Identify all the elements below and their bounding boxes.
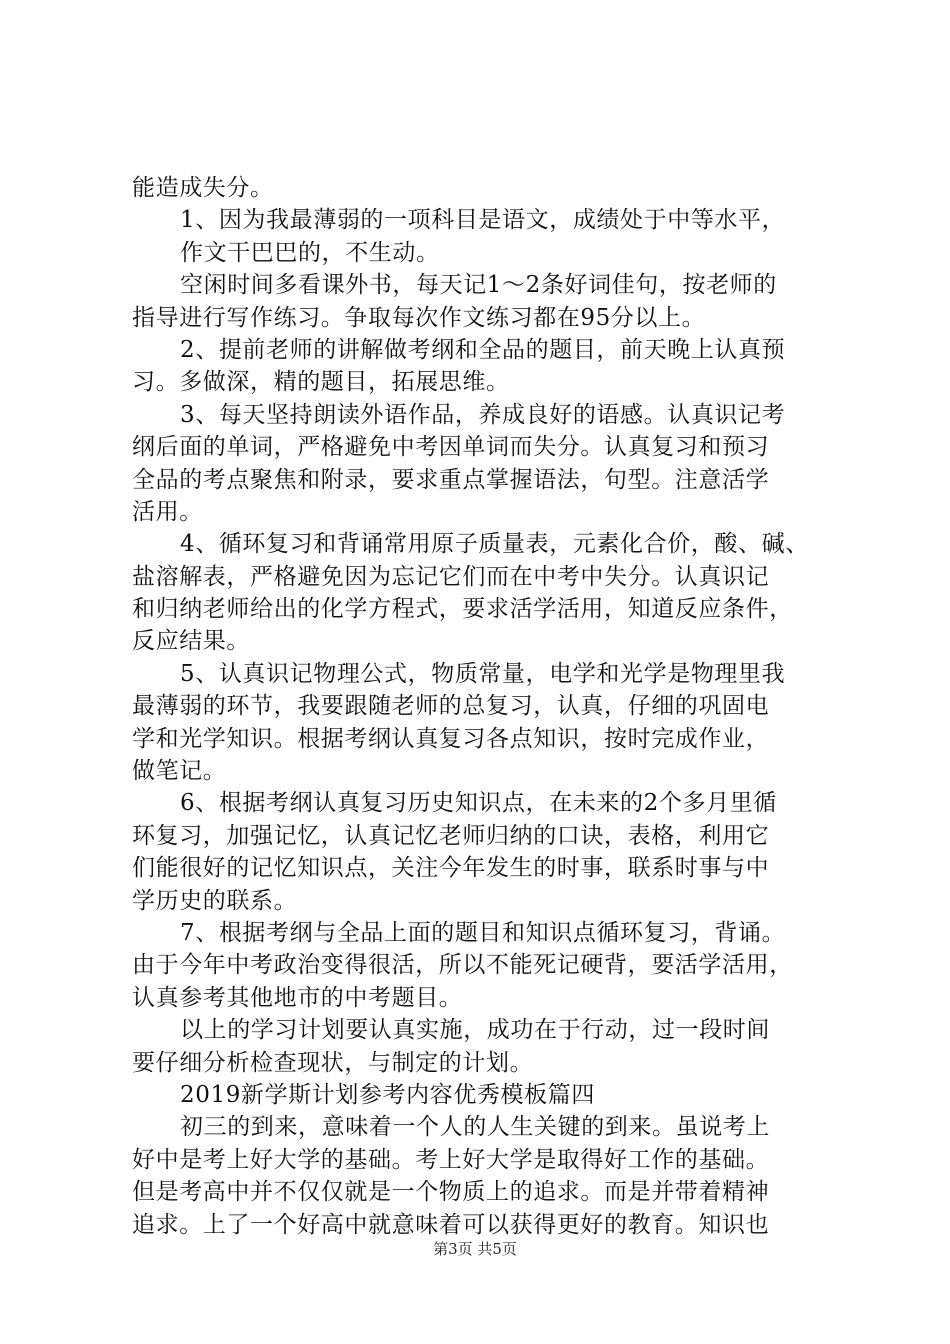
text-line: 3、每天坚持朗读外语作品，养成良好的语感。认真识记考 (180, 401, 786, 428)
text-line: 盐溶解表，严格避免因为忘记它们而在中考中失分。认真识记 (132, 563, 770, 590)
text-line: 好中是考上好大学的基础。考上好大学是取得好工作的基础。 (132, 1146, 770, 1173)
text-line: 能造成失分。 (132, 175, 274, 201)
text-line: 但是考高中并不仅仅就是一个物质上的追求。而是并带着精神 (132, 1179, 770, 1206)
text-line: 4、循环复习和背诵常用原子质量表，元素化合价，酸、碱、 (180, 531, 809, 558)
text-line: 活用。 (132, 498, 203, 525)
text-line: 做笔记。 (132, 758, 227, 785)
text-line: 1、因为我最薄弱的一项科目是语文，成绩处于中等水平， (180, 207, 786, 234)
text-line: 学和光学知识。根据考纲认真复习各点知识，按时完成作业， (132, 725, 770, 752)
text-line: 和归纳老师给出的化学方程式，要求活学活用，知道反应条件， (132, 596, 793, 623)
text-line: 全品的考点聚焦和附录，要求重点掌握语法，句型。注意活学 (132, 466, 770, 493)
section-heading: 2019新学斯计划参考内容优秀模板篇四 (180, 1081, 595, 1108)
text-line: 纲后面的单词，严格避免中考因单词而失分。认真复习和预习 (132, 434, 770, 461)
text-line: 习。多做深，精的题目，拓展思维。 (132, 369, 510, 396)
text-line: 环复习，加强记忆，认真记忆老师归纳的口诀，表格，利用它 (132, 822, 770, 849)
text-line: 7、根据考纲与全品上面的题目和知识点循环复习，背诵。 (180, 919, 786, 946)
text-line: 由于今年中考政治变得很活，所以不能死记硬背，要活学活用， (132, 952, 793, 979)
text-line: 6、根据考纲认真复习历史知识点，在未来的2个多月里循 (180, 790, 777, 817)
body-text (132, 172, 832, 1241)
text-line: 空闲时间多看课外书，每天记1～2条好词佳句，按老师的 (180, 272, 777, 299)
text-line: 初三的到来，意味着一个人的人生关键的到来。虽说考上 (180, 1114, 770, 1141)
text-line: 作文干巴巴的，不生动。 (180, 239, 440, 266)
text-line: 5、认真识记物理公式，物质常量，电学和光学是物理里我 (180, 660, 786, 687)
text-line: 反应结果。 (132, 628, 250, 655)
text-line: 要仔细分析检查现状，与制定的计划。 (132, 1049, 534, 1076)
text-line: 追求。上了一个好高中就意味着可以获得更好的教育。知识也 (132, 1211, 770, 1238)
text-line: 学历史的联系。 (132, 887, 298, 914)
text-line: 最薄弱的环节，我要跟随老师的总复习，认真，仔细的巩固电 (132, 693, 770, 720)
text-line: 们能很好的记忆知识点，关注今年发生的时事，联系时事与中 (132, 855, 770, 882)
page-number-footer: 第3页 共5页 (433, 1240, 517, 1258)
text-line: 认真参考其他地市的中考题目。 (132, 984, 463, 1011)
text-line: 指导进行写作练习。争取每次作文练习都在95分以上。 (132, 304, 706, 331)
text-line: 2、提前老师的讲解做考纲和全品的题目，前天晚上认真预 (180, 336, 786, 363)
text-line: 以上的学习计划要认真实施，成功在于行动，过一段时间 (180, 1017, 770, 1044)
